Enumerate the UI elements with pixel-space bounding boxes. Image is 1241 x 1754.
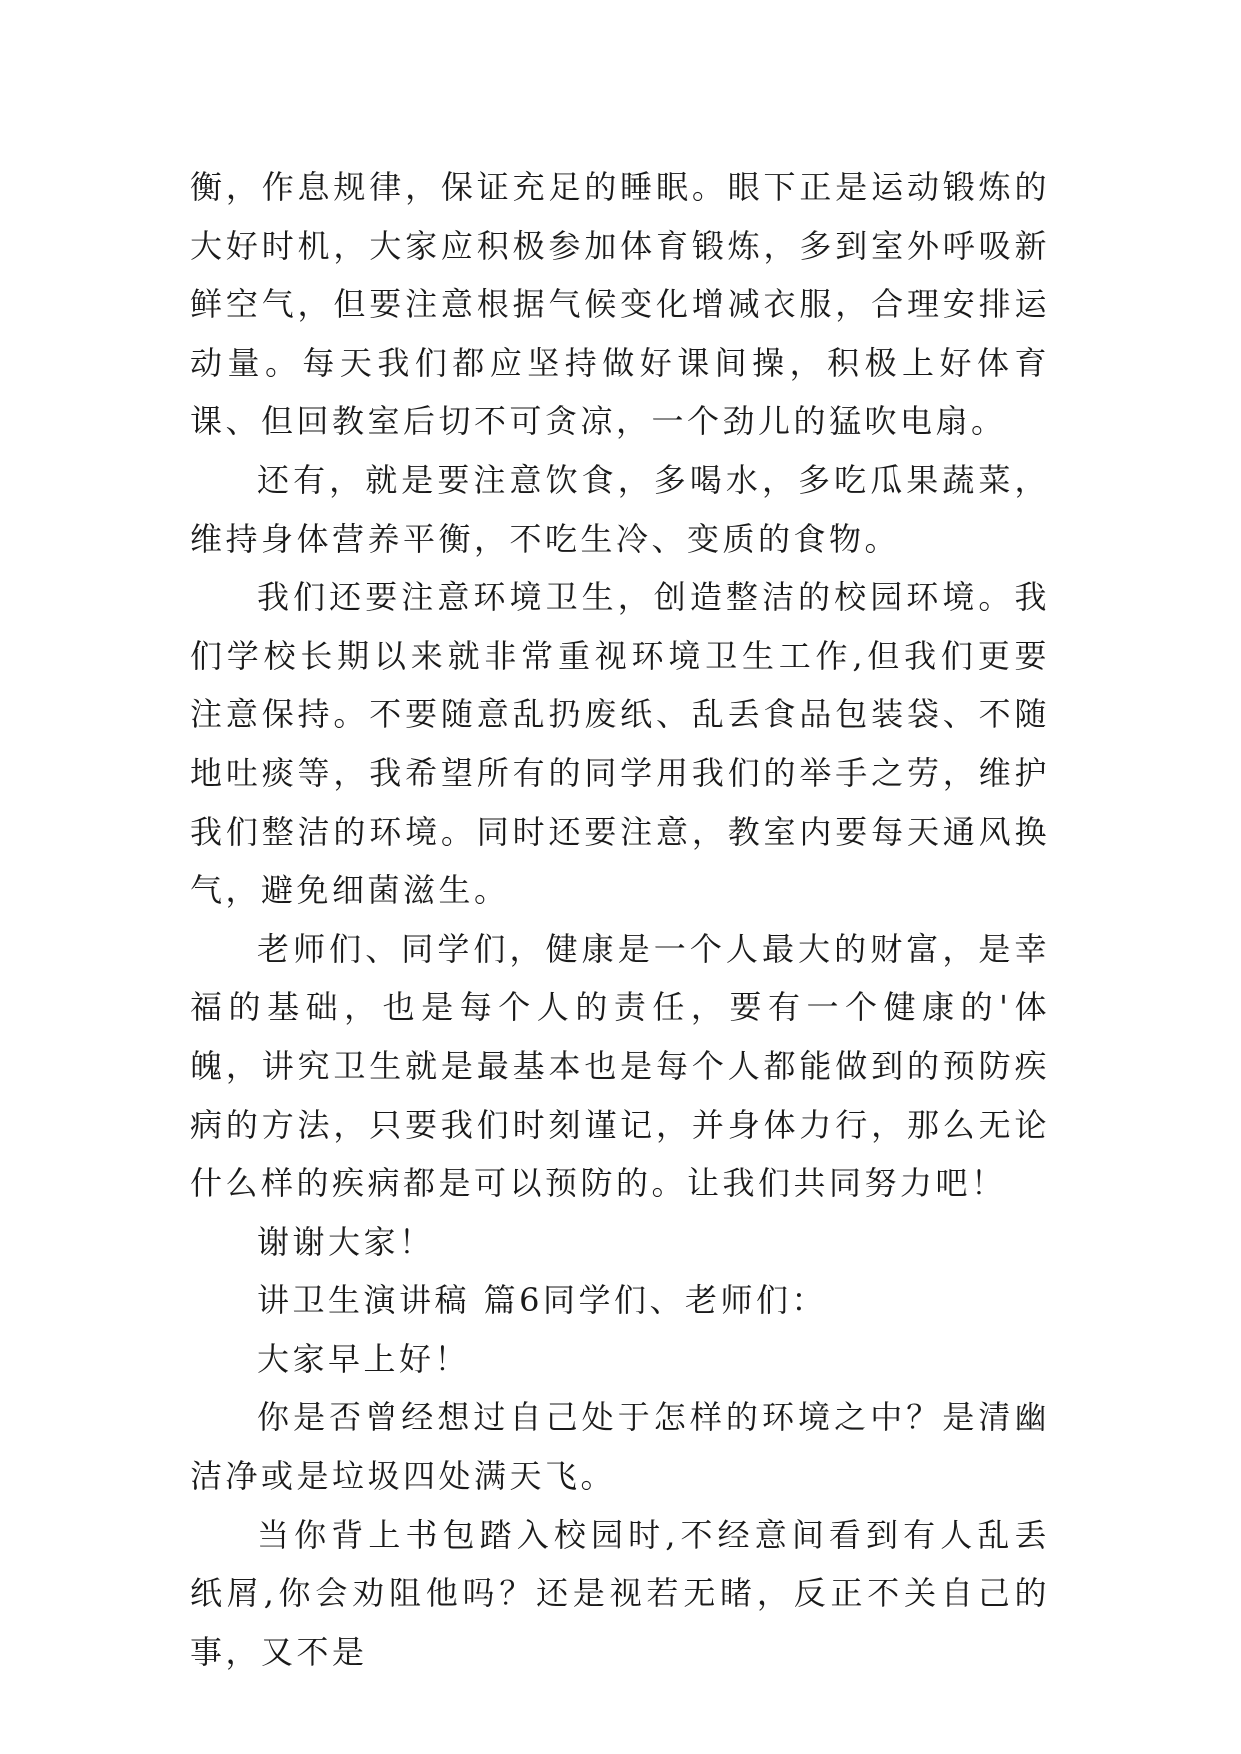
paragraph-diet: 还有，就是要注意饮食，多喝水，多吃瓜果蔬菜，维持身体营养平衡，不吃生冷、变质的食物。 — [190, 460, 1050, 558]
paragraph-thanks: 谢谢大家！ — [257, 1222, 435, 1261]
section-heading: 讲卫生演讲稿 篇6同学们、老师们： — [257, 1281, 828, 1320]
paragraph-greeting: 大家早上好！ — [257, 1339, 471, 1378]
paragraph-question: 你是否曾经想过自己处于怎样的环境之中？是清幽洁净或是垃圾四处满天飞。 — [190, 1398, 1050, 1496]
paragraph-health: 老师们、同学们，健康是一个人最大的财富，是幸福的基础，也是每个人的责任，要有一个健康的'体魄，讲究卫生就是最基本也是每个人都能做到的预防疾病的方法，只要我们时刻谨记，并身体力行，那么无论什么样的疾病都是可以预防的。让我们共同努力吧！ — [190, 929, 1050, 1203]
document-body — [190, 158, 1050, 1681]
paragraph-campus: 当你背上书包踏入校园时,不经意间看到有人乱丢纸屑,你会劝阻他吗？还是视若无睹，反正不关自己的事，又不是 — [190, 1515, 1050, 1671]
paragraph-continuation: 衡，作息规律，保证充足的睡眠。眼下正是运动锻炼的大好时机，大家应积极参加体育锻炼，多到室外呼吸新鲜空气，但要注意根据气候变化增减衣服，合理安排运动量。每天我们都应坚持做好课间操，积极上好体育课、但回教室后切不可贪凉，一个劲儿的猛吹电扇。 — [190, 168, 1050, 441]
paragraph-environment: 我们还要注意环境卫生，创造整洁的校园环境。我们学校长期以来就非常重视环境卫生工作,但我们更要注意保持。不要随意乱扔废纸、乱丢食品包装袋、不随地吐痰等，我希望所有的同学用我们的举手之劳，维护我们整洁的环境。同时还要注意，教室内要每天通风换气，避免细菌滋生。 — [190, 578, 1050, 910]
